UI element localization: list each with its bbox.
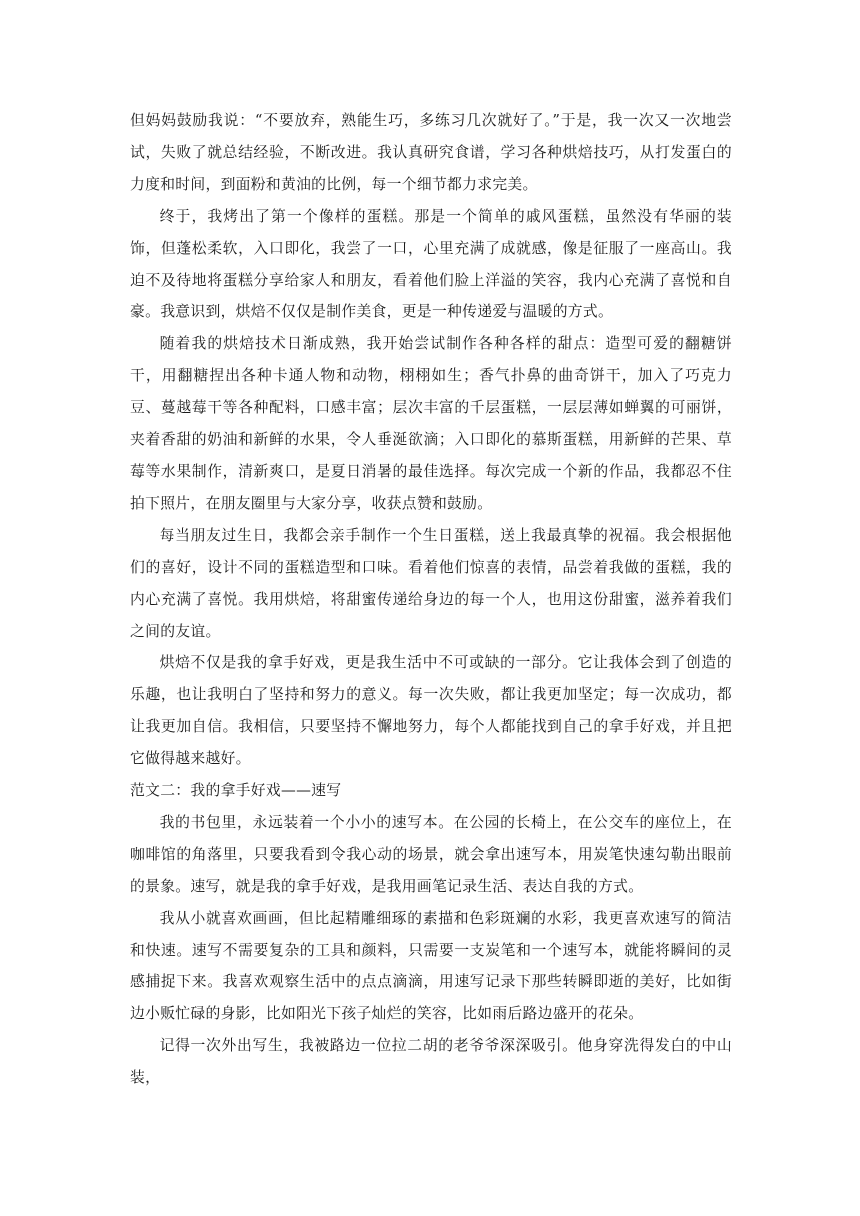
paragraph-8: 记得一次外出写生，我被路边一位拉二胡的老爷爷深深吸引。他身穿洗得发白的中山装， <box>130 1037 732 1087</box>
section-heading: 范文二：我的拿手好戏——速写 <box>130 782 342 800</box>
paragraph-3: 随着我的烘焙技术日渐成熟，我开始尝试制作各种各样的甜点：造型可爱的翻糖饼干，用翻糖捏出各种卡通人物和动物，栩栩如生；香气扑鼻的曲奇饼干，加入了巧克力豆、蔓越莓干等各种配料，口感丰富；层次丰富的千层蛋糕，一层层薄如蝉翼的可丽饼，夹着香甜的奶油和新鲜的水果，令人垂涎欲滴；入口即化的慕斯蛋糕，用新鲜的芒果、草莓等水果制作，清新爽口，是夏日消暑的最佳选择。每次完成一个新的作品，我都忍不住拍下照片，在朋友圈里与大家分享，收获点赞和鼓励。 <box>130 335 732 512</box>
paragraph-4: 每当朋友过生日，我都会亲手制作一个生日蛋糕，送上我最真挚的祝福。我会根据他们的喜好，设计不同的蛋糕造型和口味。看着他们惊喜的表情，品尝着我做的蛋糕，我的内心充满了喜悦。我用烘焙，将甜蜜传递给身边的每一个人，也用这份甜蜜，滋养着我们之间的友谊。 <box>130 526 732 640</box>
paragraph-5: 烘焙不仅是我的拿手好戏，更是我生活中不可或缺的一部分。它让我体会到了创造的乐趣，也让我明白了坚持和努力的意义。每一次失败，都让我更加坚定；每一次成功，都让我更加自信。我相信，只要坚持不懈地努力，每个人都能找到自己的拿手好戏，并且把它做得越来越好。 <box>130 654 732 768</box>
paragraph-1: 但妈妈鼓励我说：“不要放弃，熟能生巧，多练习几次就好了。”于是，我一次又一次地尝试，失败了就总结经验，不断改进。我认真研究食谱，学习各种烘焙技巧，从打发蛋白的力度和时间，到面粉和黄油的比例，每一个细节都力求完美。 <box>130 112 732 193</box>
paragraph-6: 我的书包里，永远装着一个小小的速写本。在公园的长椅上，在公交车的座位上，在咖啡馆的角落里，只要我看到令我心动的场景，就会拿出速写本，用炭笔快速勾勒出眼前的景象。速写，就是我的拿手好戏，是我用画笔记录生活、表达自我的方式。 <box>130 813 732 895</box>
paragraph-2: 终于，我烤出了第一个像样的蛋糕。那是一个简单的戚风蛋糕，虽然没有华丽的装饰，但蓬松柔软，入口即化，我尝了一口，心里充满了成就感，像是征服了一座高山。我迫不及待地将蛋糕分享给家人和朋友，看着他们脸上洋溢的笑容，我内心充满了喜悦和自豪。我意识到，烘焙不仅仅是制作美食，更是一种传递爱与温暖的方式。 <box>130 207 732 321</box>
paragraph-7: 我从小就喜欢画画，但比起精雕细琢的素描和色彩斑斓的水彩，我更喜欢速写的简洁和快速。速写不需要复杂的工具和颜料，只需要一支炭笔和一个速写本，就能将瞬间的灵感捕捉下来。我喜欢观察生活中的点点滴滴，用速写记录下那些转瞬即逝的美好，比如街边小贩忙碌的身影，比如阳光下孩子灿烂的笑容，比如雨后路边盛开的花朵。 <box>130 909 732 1023</box>
document-body <box>130 105 732 1094</box>
